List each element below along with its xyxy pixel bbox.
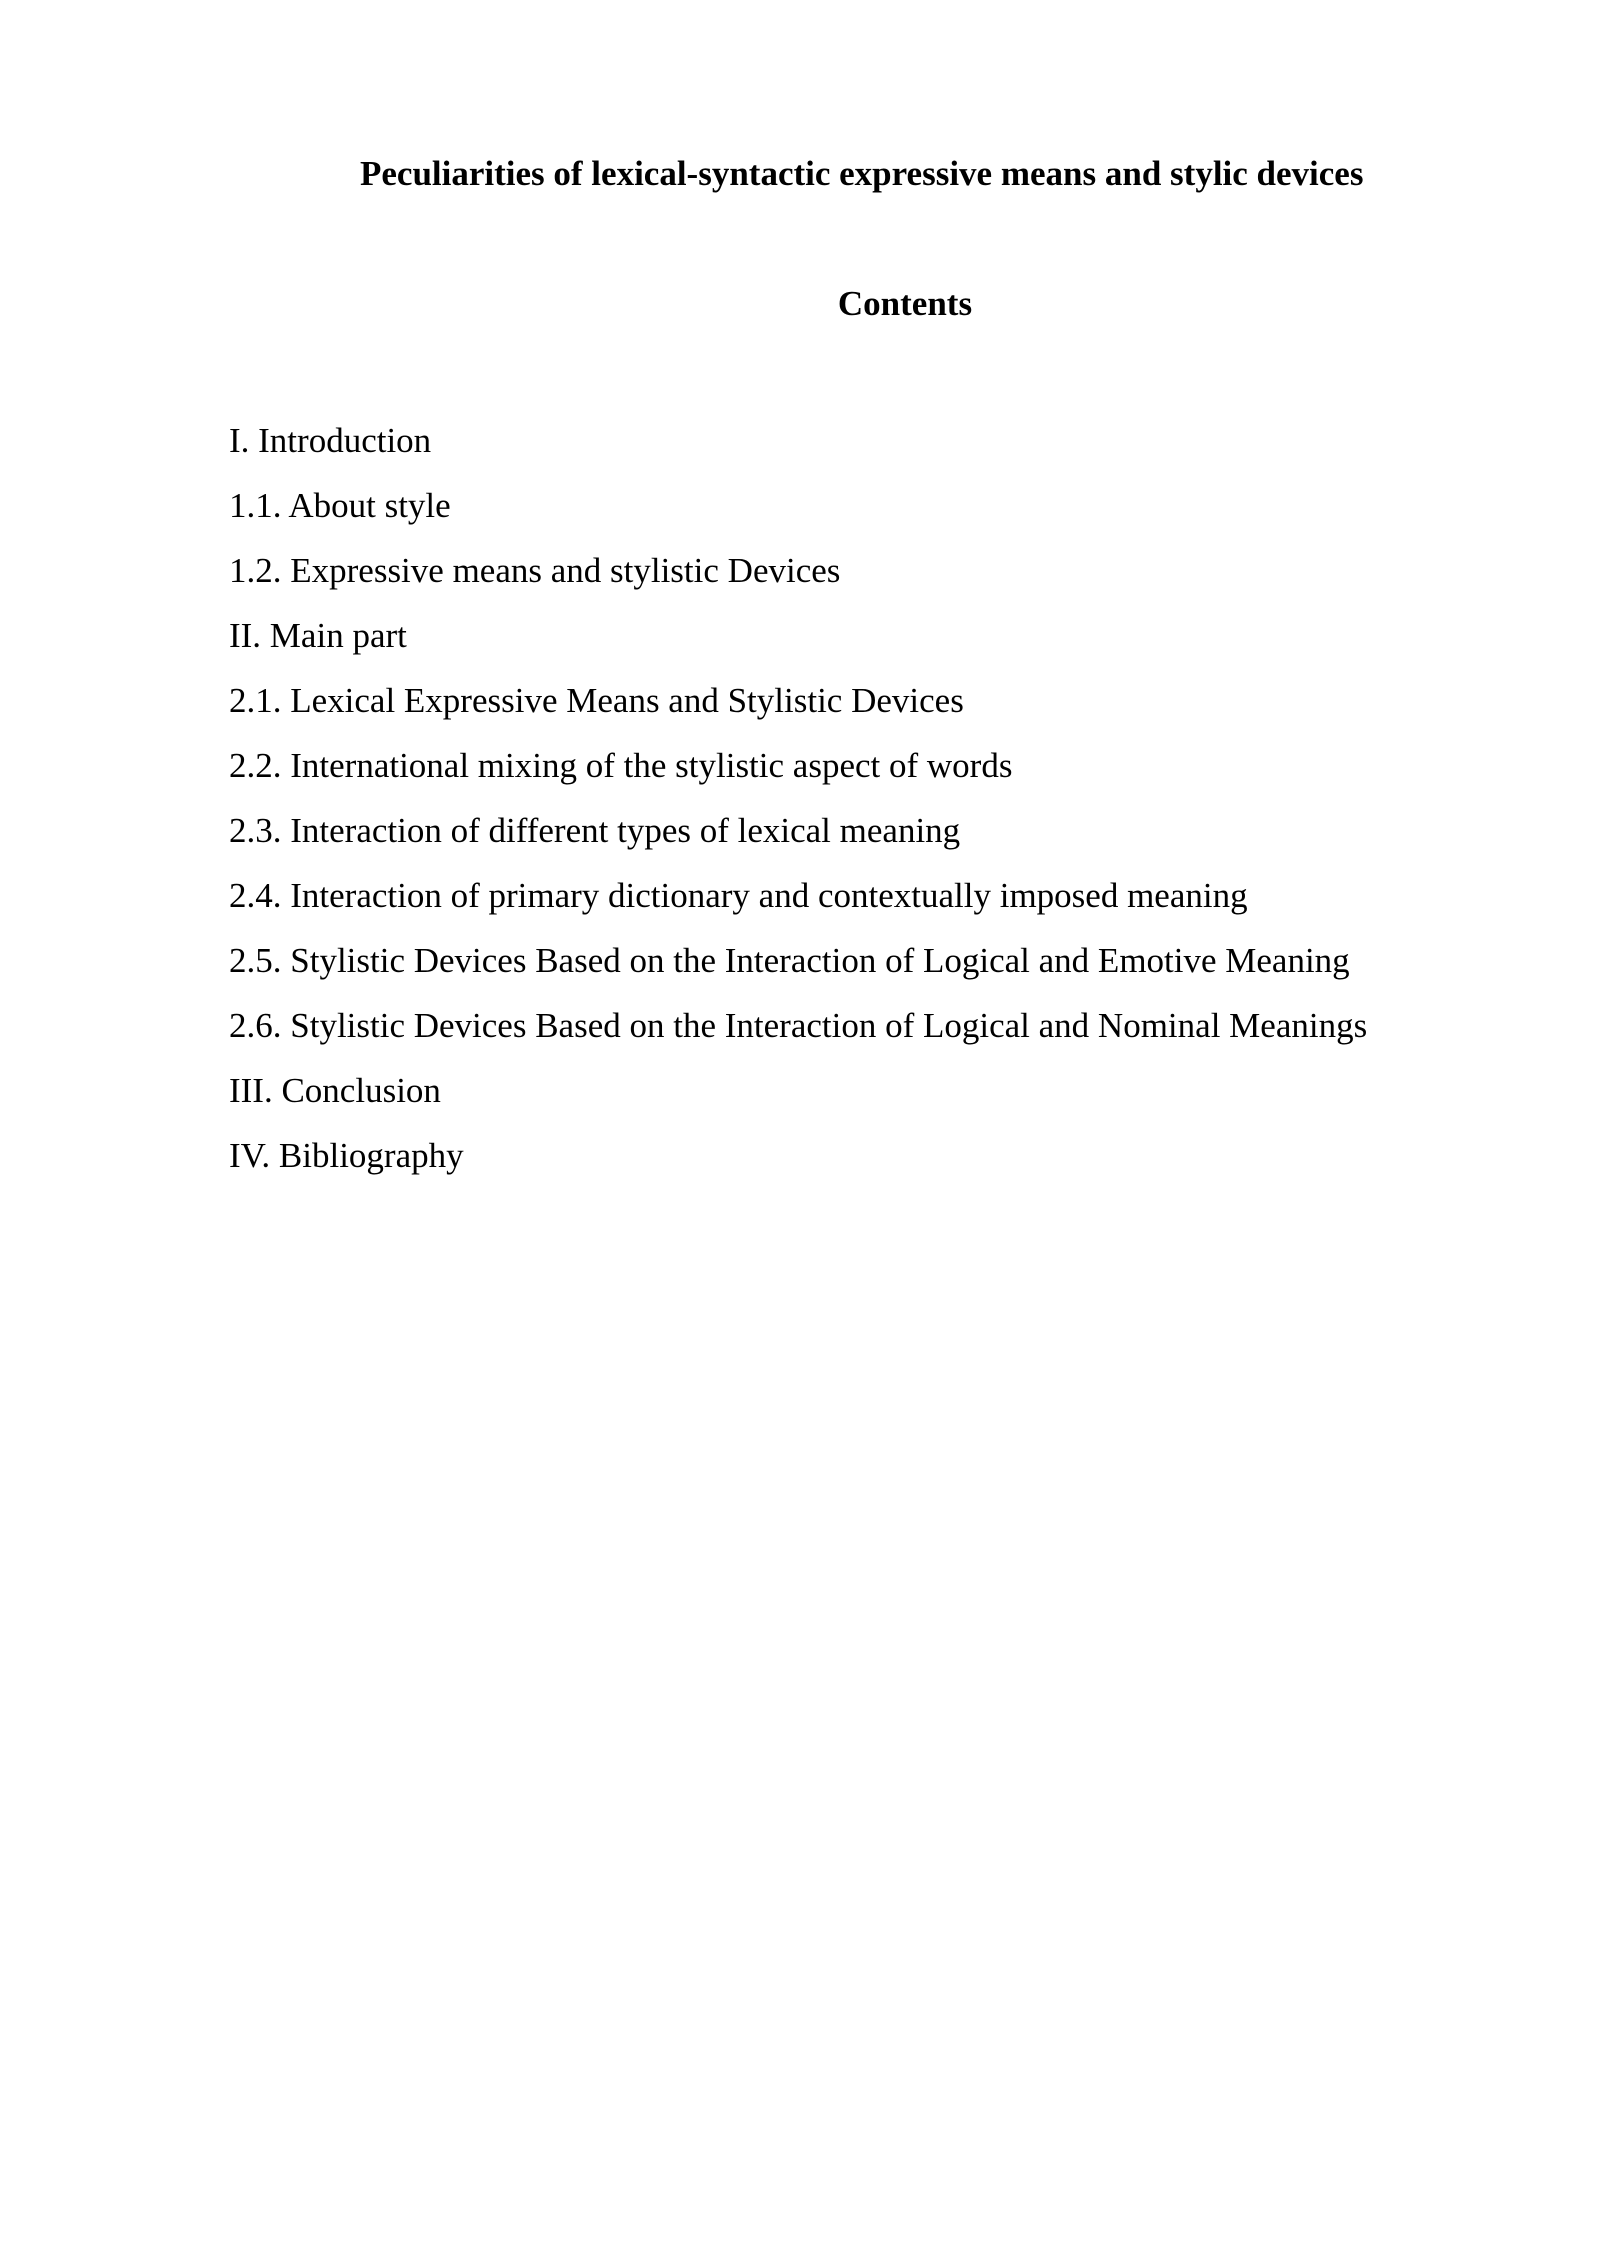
contents-heading: Contents (837, 284, 973, 323)
toc-item-interaction-primary-dictionary: 2.4. Interaction of primary dictionary and contextually imposed meaning (229, 876, 1248, 915)
toc-item-lexical-expressive-means: 2.1. Lexical Expressive Means and Stylistic Devices (229, 681, 964, 720)
table-of-contents (229, 408, 1367, 1188)
toc-item-main-part: II. Main part (229, 616, 407, 655)
toc-item-logical-emotive-meaning: 2.5. Stylistic Devices Based on the Interaction of Logical and Emotive Meaning (229, 941, 1350, 980)
toc-item-about-style: 1.1. About style (229, 486, 451, 525)
toc-item-international-mixing: 2.2. International mixing of the stylistic aspect of words (229, 746, 1013, 785)
toc-item-conclusion: III. Conclusion (229, 1071, 441, 1110)
toc-item-bibliography: IV. Bibliography (229, 1136, 464, 1175)
toc-item-logical-nominal-meanings: 2.6. Stylistic Devices Based on the Interaction of Logical and Nominal Meanings (229, 1006, 1368, 1045)
toc-item-introduction: I. Introduction (229, 421, 432, 460)
toc-item-expressive-means: 1.2. Expressive means and stylistic Devices (229, 551, 841, 590)
document-title: Peculiarities of lexical-syntactic expressive means and stylic devices (360, 154, 1364, 193)
toc-item-interaction-lexical-meaning: 2.3. Interaction of different types of lexical meaning (229, 811, 961, 850)
